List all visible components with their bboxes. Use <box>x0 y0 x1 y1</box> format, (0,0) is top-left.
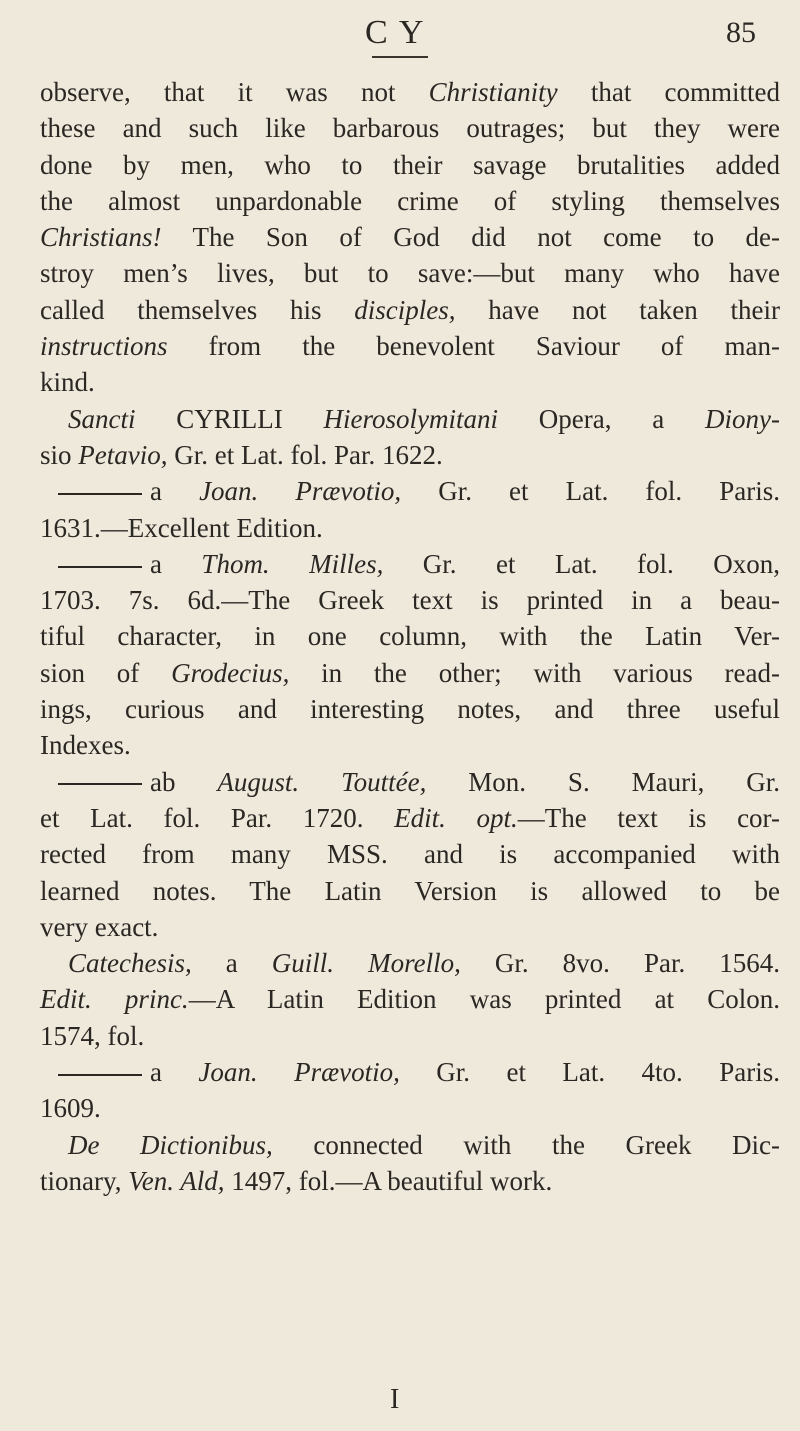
text-line: Edit. princ.—A Latin Edition was printed at Colon. <box>40 984 780 1015</box>
page-number: 85 <box>726 16 756 49</box>
entry-line: a Joan. Prævotio, Gr. et Lat. fol. Paris. <box>40 473 780 509</box>
text-line: sio Petavio, Gr. et Lat. fol. Par. 1622. <box>40 439 443 470</box>
entry-line: Sancti CYRILLI Hierosolymitani Opera, a Diony- <box>68 403 780 434</box>
text-line: tiful character, in one column, with the Latin Ver- <box>40 621 780 652</box>
page-header <box>0 14 800 54</box>
text-line: the almost unpardonable crime of styling themselves <box>40 185 780 216</box>
text-line: Christians! The Son of God did not come to de- <box>40 222 780 253</box>
text-line: observe, that it was not Christianity that committed <box>40 77 780 107</box>
text-line: very exact. <box>40 911 159 942</box>
ditto-dash <box>58 493 142 495</box>
entry-line: a Joan. Prævotio, Gr. et Lat. 4to. Paris. <box>40 1054 780 1090</box>
text-line: done by men, who to their savage brutalities added <box>40 149 780 180</box>
entry-line: ab August. Touttée, Mon. S. Mauri, Gr. <box>40 764 780 800</box>
entry-line: Catechesis, a Guill. Morello, Gr. 8vo. Par. 1564. <box>68 948 780 979</box>
text-line: 1609. <box>40 1093 101 1124</box>
ditto-dash <box>58 1074 142 1076</box>
text-line: ings, curious and interesting notes, and three useful <box>40 694 780 725</box>
body-text <box>40 74 780 1199</box>
text-line: rected from many MSS. and is accompanied with <box>40 839 780 870</box>
text-line: et Lat. fol. Par. 1720. Edit. opt.—The text is cor- <box>40 802 780 833</box>
text-line: 1574, fol. <box>40 1020 145 1051</box>
signature-rule <box>372 56 428 58</box>
signature-letter: I <box>390 1384 400 1415</box>
text-line: tionary, Ven. Ald, 1497, fol.—A beautiful work. <box>40 1165 553 1196</box>
entry-line: a Thom. Milles, Gr. et Lat. fol. Oxon, <box>40 546 780 582</box>
ditto-dash <box>58 783 142 785</box>
text-line: sion of Grodecius, in the other; with various read- <box>40 657 780 688</box>
text-line: 1703. 7s. 6d.—The Greek text is printed in a beau- <box>40 585 780 616</box>
text-line: kind. <box>40 367 95 398</box>
text-line: 1631.—Excellent Edition. <box>40 512 323 543</box>
ditto-dash <box>58 566 142 568</box>
text-line: instructions from the benevolent Saviour of man- <box>40 331 780 362</box>
signature-mark: C Y <box>365 14 426 51</box>
text-line: stroy men’s lives, but to save:—but many who have <box>40 258 780 289</box>
entry-line: De Dictionibus, connected with the Greek Dic- <box>68 1129 780 1160</box>
text-line: Indexes. <box>40 730 131 761</box>
text-line: these and such like barbarous outrages; but they were <box>40 113 780 144</box>
text-line: learned notes. The Latin Version is allowed to be <box>40 875 780 906</box>
text-line: called themselves his disciples, have not taken their <box>40 294 780 325</box>
